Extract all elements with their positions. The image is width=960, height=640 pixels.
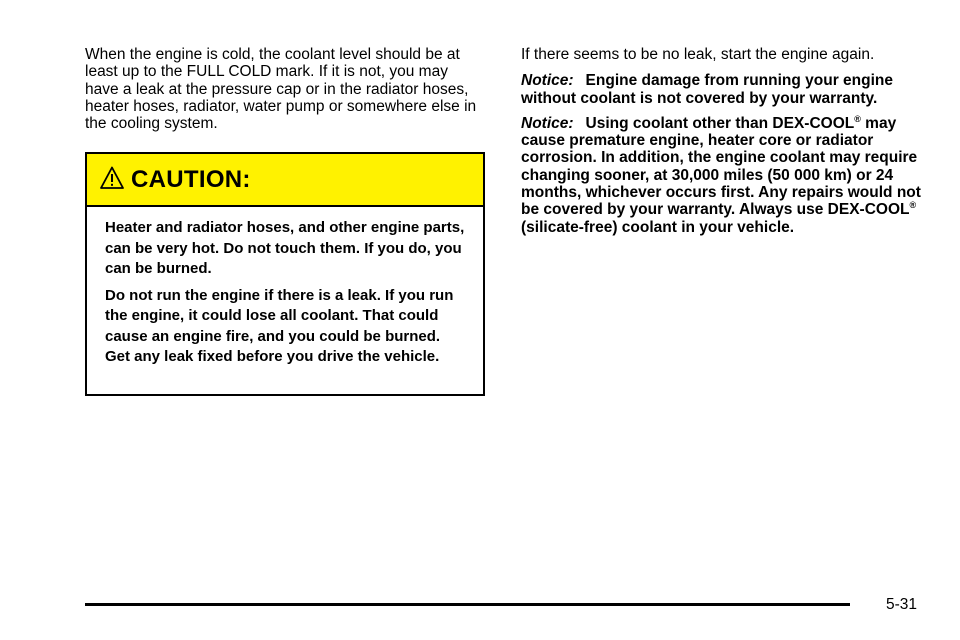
leak-check-paragraph: If there seems to be no leak, start the engine again. — [521, 46, 875, 63]
registered-mark: ® — [909, 200, 917, 211]
caution-paragraph-1: Heater and radiator hoses, and other engine parts, can be very hot. Do not touch them. If you do, you can be burned. — [105, 219, 465, 277]
notice-text: Engine damage from running your engine without coolant is not covered by your warranty. — [521, 72, 893, 107]
caution-box — [85, 152, 485, 396]
intro-paragraph: When the engine is cold, the coolant level should be at least up to the FULL COLD mark. If it is not, you may have a leak at the pressure cap or in the radiator hoses, heater hoses, radiator, water pump or somewhere else in the cooling system. — [85, 46, 477, 133]
notice-warranty — [521, 72, 931, 107]
page-number: 5-31 — [886, 596, 918, 613]
caution-title: CAUTION: — [131, 165, 251, 193]
warning-triangle-icon — [99, 165, 125, 191]
notice-dex-cool — [521, 115, 931, 236]
caution-header — [87, 154, 483, 207]
notice-text-part-3: (silicate-free) coolant in your vehicle. — [521, 218, 795, 236]
caution-paragraph-2: Do not run the engine if there is a leak. If you run the engine, it could lose all coolant. That could cause an engine fire, and you could be burned. Get any leak fixed before you drive the vehicle. — [105, 286, 454, 365]
notice-text-part-1: Using coolant other than DEX-COOL — [585, 114, 855, 132]
caution-body — [87, 207, 483, 368]
registered-mark: ® — [854, 113, 861, 124]
footer-rule — [85, 603, 850, 606]
notice-label: Notice: — [521, 114, 574, 132]
notice-label: Notice: — [521, 72, 574, 90]
right-column — [521, 46, 931, 244]
notice-text-part-2: may cause premature engine, heater core or radiator corrosion. In addition, the engine coolant may require changing sooner, at 30,000 miles (50 000 km) or 24 months, whichever occurs first. Any repairs would not be covered by your warranty. Always use DEX-COOL — [521, 114, 921, 219]
left-column — [85, 46, 485, 132]
